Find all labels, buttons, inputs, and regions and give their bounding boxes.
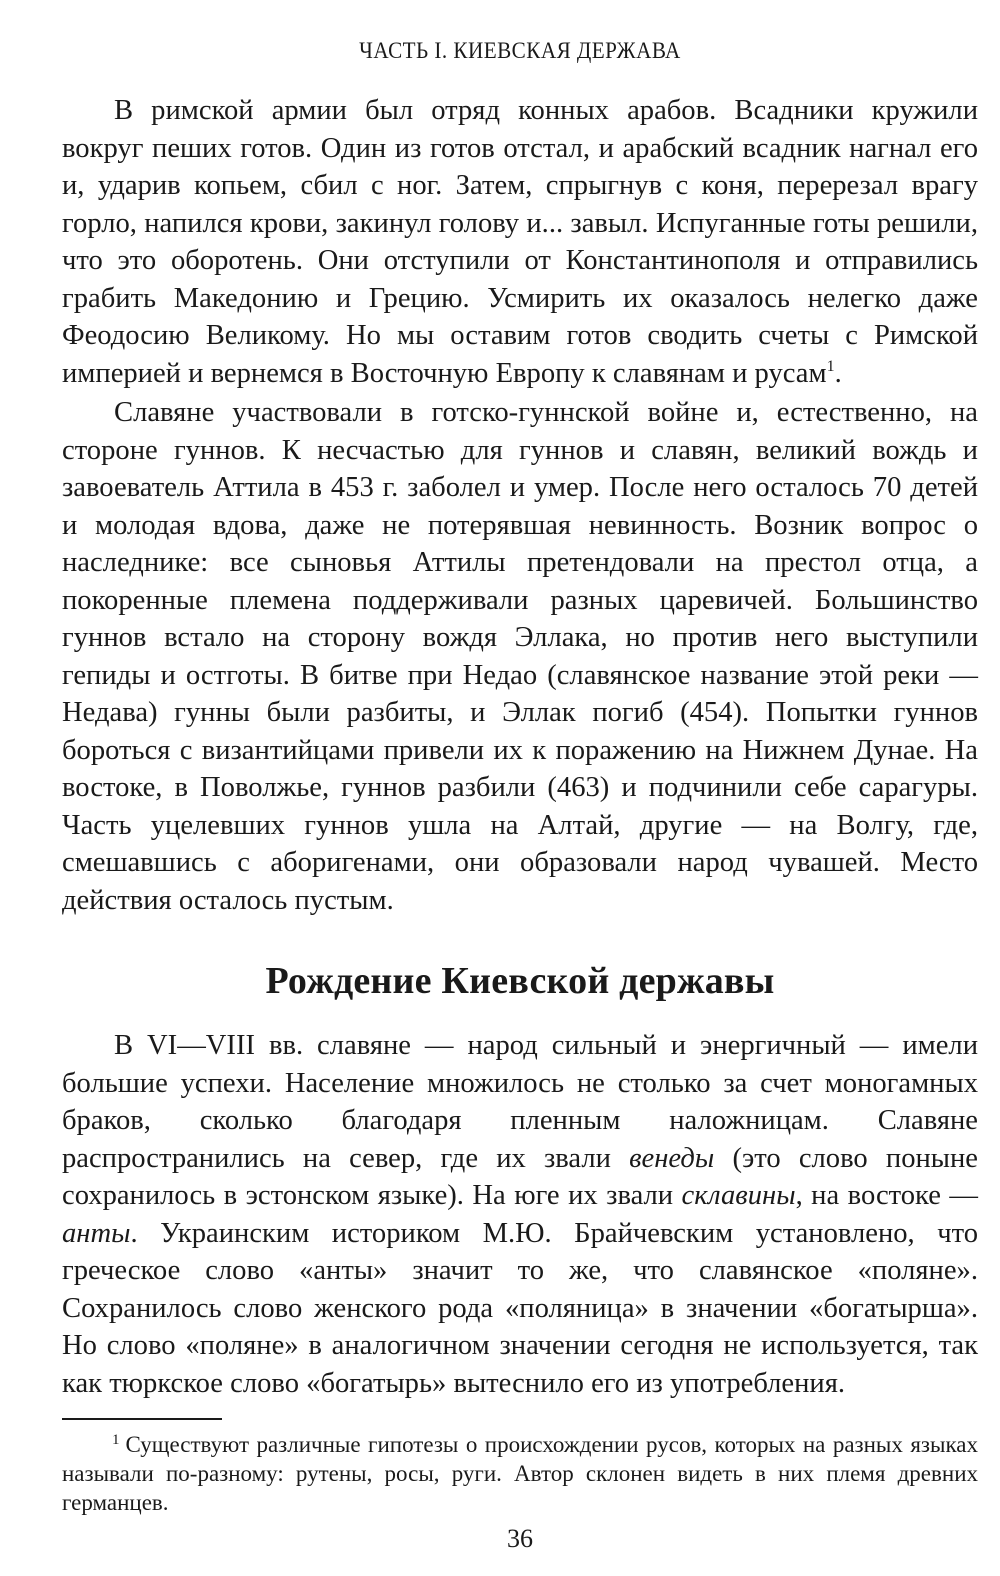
footnote-text: Существуют различные гипотезы о происхождении русов, которых на разных языках называли по-разному: рутены, росы, руги. Автор склонен видеть в них племя древних германцев. <box>62 1432 978 1515</box>
paragraph-gothic-hunnic-war: Славяне участвовали в готско-гуннской войне и, естественно, на стороне гуннов. К несчастью для гуннов и славян, великий вождь и завоеватель Аттила в 453 г. заболел и умер. После него осталось 70 детей и молодая вдова, даже не потерявшая невинность. Возник вопрос о наследнике: все сыновья Аттилы претендовали на престол отца, а покоренные племена поддерживали разных царевичей. Большинство гуннов встало на сторону вождя Эллака, но против него выступили гепиды и остготы. В битве при Недао (славянское название этой реки — Недава) гунны были разбиты, и Эллак погиб (454). Попытки гуннов бороться с византийцами привели их к поражению на Нижнем Дунае. На востоке, в Поволжье, гуннов разбили (463) и подчинили себе сарагуры. Часть уцелевших гуннов ушла на Алтай, другие — на Волгу, где, смешавшись с аборигенами, они образовали народ чувашей. Место действия осталось пустым. <box>62 397 978 916</box>
term-venedy: венеды <box>629 1142 715 1174</box>
term-sklaviny: склавины <box>681 1180 796 1211</box>
paragraph-slavs-expansion <box>62 1027 978 1402</box>
footnote <box>62 1430 978 1517</box>
paragraph-text: В римской армии был отряд конных арабов. Всадники кружили вокруг пеших готов. Один из готов отстал, и арабский всадник нагнал его и, ударив копьем, сбил с ног. Затем, спрыгнув с коня, перерезал врагу горло, напился крови, закинул голову и... завыл. Испуганные готы решили, что это оборотень. Они отступили от Константинополя и отправились грабить Македонию и Грецию. Усмирить их оказалось нелегко даже Феодосию Великому. Но мы оставим готов сводить счеты с Римской империей и вернемся в Восточную Европу к славянам и русам <box>62 95 978 389</box>
paragraph-end: . <box>834 357 842 389</box>
footnote-mark: 1 <box>112 1432 120 1448</box>
paragraph-text: . Украинским историком М.Ю. Брайчевским установлено, что греческое слово «анты» значит то же, что славянское «поляне». Сохранилось слово женского рода «поляница» в значении «богатырша». Но слово «поляне» в аналогичном значении сегодня не используется, так как тюркское слово «богатырь» вытеснило его из употребления. <box>62 1217 978 1399</box>
running-head: ЧАСТЬ I. КИЕВСКАЯ ДЕРЖАВА <box>359 38 681 63</box>
page-number: 36 <box>507 1524 533 1553</box>
paragraph-text: (это слово поныне сохранилось в эстонском языке). На юге их звали <box>62 1142 978 1211</box>
book-page <box>62 30 978 1560</box>
footnote-reference[interactable]: 1 <box>826 357 835 375</box>
footnote-divider <box>62 1418 222 1420</box>
term-anty: анты <box>62 1217 131 1249</box>
paragraph-romans-and-goths <box>62 92 978 392</box>
paragraph-text: , на востоке — <box>795 1180 978 1211</box>
section-title: Рождение Киевской державы <box>265 960 775 1002</box>
paragraph-text: В VI—VIII вв. славяне — народ сильный и энергичный — имели большие успехи. Население множилось не столько за счет моногамных браков, сколько благодаря пленным наложницам. Славяне распространились на север, где их звали <box>62 1030 978 1174</box>
